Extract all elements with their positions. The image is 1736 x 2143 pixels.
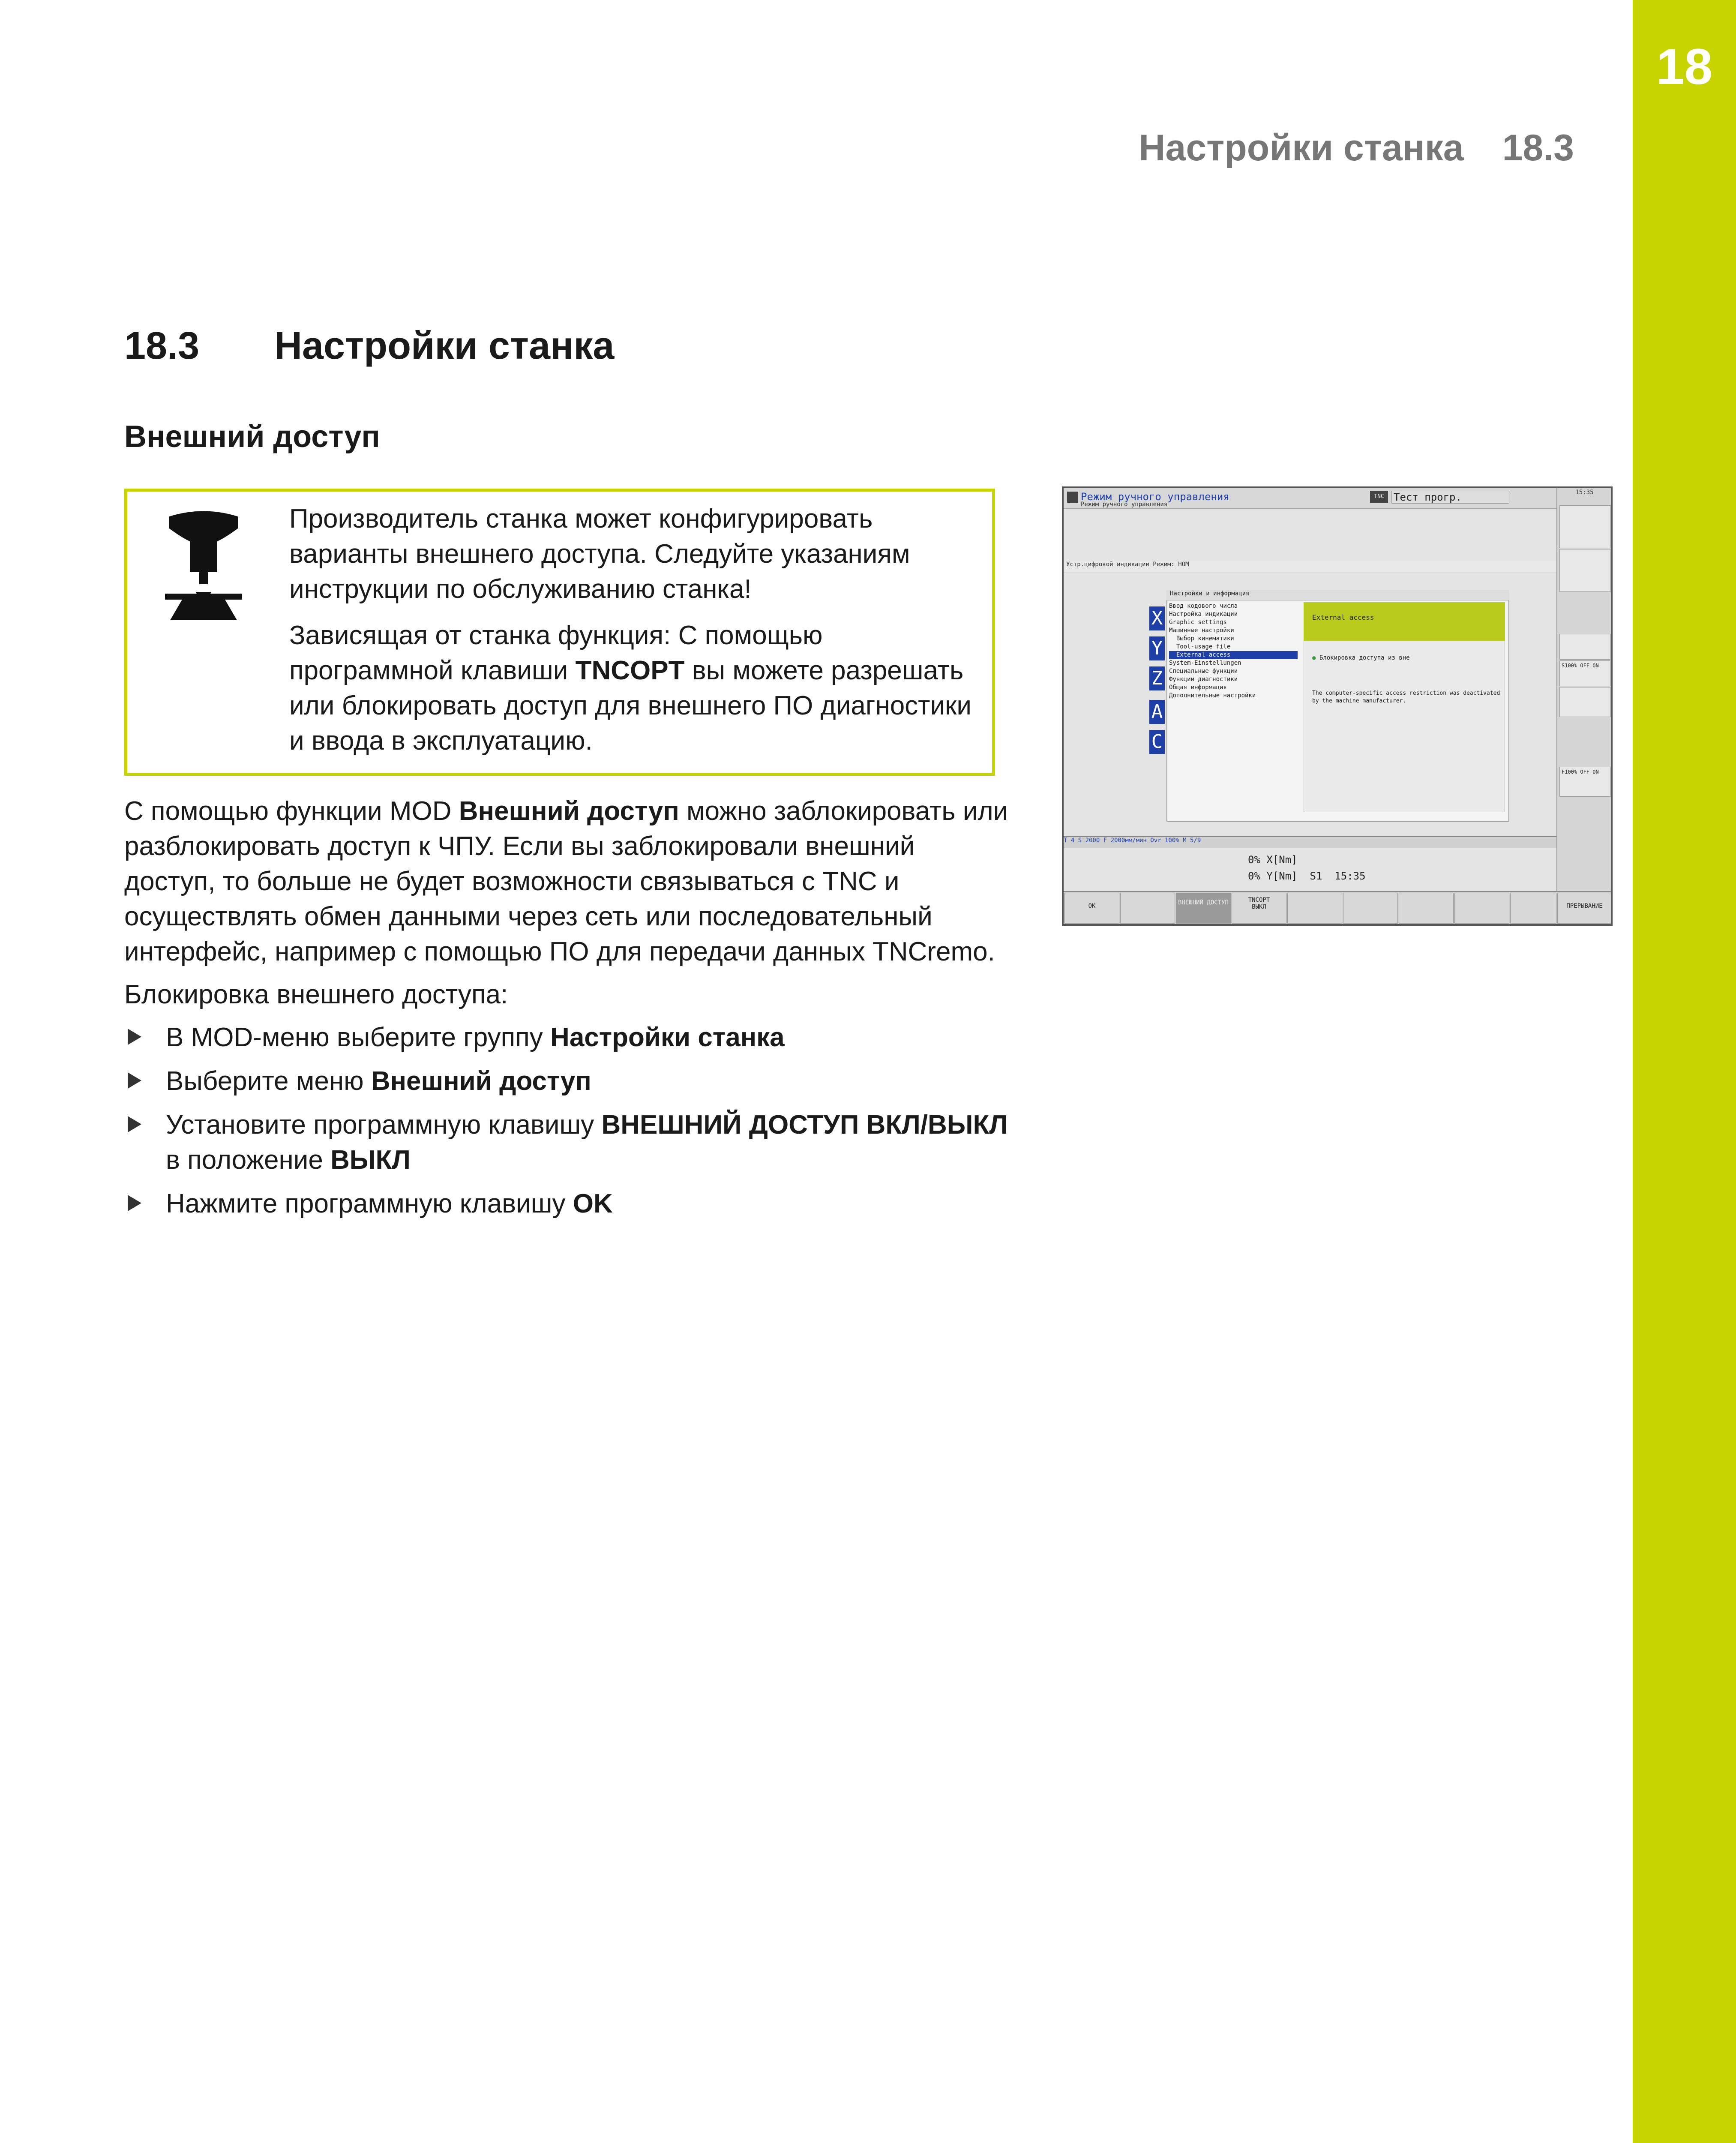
bullet-triangle-icon bbox=[128, 1116, 141, 1132]
step-bold: OK bbox=[573, 1189, 613, 1219]
body-p1-bold: Внешний доступ bbox=[459, 796, 679, 826]
settings-tree-item[interactable]: External access bbox=[1169, 651, 1298, 659]
settings-tree-item[interactable]: Graphic settings bbox=[1169, 619, 1227, 626]
softkey-empty[interactable] bbox=[1510, 893, 1556, 924]
settings-tree-item[interactable]: Функции диагностики bbox=[1169, 676, 1238, 683]
body-p1-suffix: можно заблокировать или разблокировать доступ к ЧПУ. Если вы заблокировали внешний доступ, то больше не будет возможности связываться с TNC и осуществлять обмен данными через сеть или последовательный интерфейс, например с помощью ПО для передачи данных TNCremo. bbox=[124, 796, 1008, 966]
softkey-cancel[interactable]: ПРЕРЫВАНИЕ bbox=[1557, 893, 1612, 924]
step-item bbox=[124, 1064, 1011, 1099]
settings-tree-item[interactable]: Выбор кинематики bbox=[1169, 635, 1234, 642]
softkey-empty[interactable] bbox=[1399, 893, 1454, 924]
softkey-empty[interactable] bbox=[1120, 893, 1175, 924]
settings-tree-item[interactable]: Ввод кодового числа bbox=[1169, 603, 1238, 609]
axis-label: Y bbox=[1149, 636, 1165, 660]
test-mode-label: Тест прогр. bbox=[1391, 491, 1509, 504]
tncopt-label: TNCOPT bbox=[1248, 897, 1270, 903]
softkey-external-access[interactable]: ВНЕШНИЙ ДОСТУП bbox=[1176, 893, 1231, 924]
radio-dot-icon: ● bbox=[1312, 654, 1316, 661]
tncopt-off-label: ВЫКЛ bbox=[1252, 903, 1266, 910]
step-item bbox=[124, 1108, 1011, 1178]
step-bold-2: ВЫКЛ bbox=[330, 1145, 411, 1175]
axis-label: C bbox=[1149, 730, 1165, 754]
chapter-number: 18 bbox=[1656, 39, 1713, 95]
note-p2-bold: TNCOPT bbox=[575, 656, 685, 685]
feed-on-label: ON bbox=[1592, 769, 1599, 775]
settings-tree-item[interactable]: System-Einstellungen bbox=[1169, 660, 1241, 666]
softkey-ok[interactable]: OK bbox=[1064, 893, 1119, 924]
subsection-heading: Внешний доступ bbox=[124, 420, 380, 454]
settings-window-title: Настройки и информация bbox=[1166, 590, 1509, 600]
detail-title: External access bbox=[1312, 613, 1374, 621]
body-paragraph-2: Блокировка внешнего доступа: bbox=[124, 980, 508, 1009]
settings-tree-item[interactable]: Дополнительные настройки bbox=[1169, 692, 1256, 699]
step-text: Установите программную клавишу bbox=[166, 1110, 602, 1140]
softkey-empty[interactable] bbox=[1343, 893, 1398, 924]
feed-override-label: F100% bbox=[1562, 769, 1577, 775]
body-p1-prefix: С помощью функции MOD bbox=[124, 796, 459, 826]
detail-header bbox=[1304, 602, 1505, 641]
side-softkey-spindle-plus[interactable] bbox=[1559, 634, 1611, 660]
mode-icon bbox=[1067, 492, 1078, 503]
settings-tree-item[interactable]: Общая информация bbox=[1169, 684, 1227, 691]
note-text bbox=[289, 501, 983, 770]
softkey-empty[interactable] bbox=[1454, 893, 1509, 924]
axis-label: Z bbox=[1149, 666, 1165, 690]
note-paragraph-2 bbox=[289, 618, 983, 759]
settings-tree bbox=[1169, 602, 1298, 700]
running-header bbox=[1139, 127, 1574, 169]
axis-label: A bbox=[1149, 700, 1165, 724]
step-text: В MOD-меню выберите группу bbox=[166, 1023, 551, 1052]
detail-note: The computer-specific access restriction was deactivated by the machine manufacturer. bbox=[1312, 690, 1500, 704]
side-softkey-s[interactable] bbox=[1559, 549, 1611, 592]
detail-option[interactable] bbox=[1312, 654, 1410, 661]
spindle-off-label: OFF bbox=[1580, 663, 1590, 669]
steps-list bbox=[124, 1020, 1011, 1222]
step-bold: ВНЕШНИЙ ДОСТУП ВКЛ/ВЫКЛ bbox=[601, 1110, 1008, 1140]
dro-y: 0% Y[Nm] S1 15:35 bbox=[1248, 870, 1366, 882]
note-p2-suffix: вы можете разрешать или блокировать доступ для внешнего ПО диагностики и ввода в эксплуатацию. bbox=[289, 656, 971, 756]
status-bar: T 4 S 2000 F 2000мм/мин Ovr 100% M 5/9 bbox=[1064, 836, 1556, 848]
body-paragraph-1 bbox=[124, 794, 1011, 969]
spindle-on-label: ON bbox=[1592, 663, 1599, 669]
body-text bbox=[124, 794, 1011, 1230]
side-softkey-m[interactable] bbox=[1559, 505, 1611, 548]
running-header-number: 18.3 bbox=[1502, 127, 1574, 168]
bullet-triangle-icon bbox=[128, 1195, 141, 1211]
position-display bbox=[1248, 852, 1366, 884]
section-number: 18.3 bbox=[124, 324, 200, 367]
screen-mode-sub: Режим ручного управления bbox=[1081, 501, 1168, 508]
chapter-tab bbox=[1633, 0, 1736, 2143]
side-spindle-override[interactable] bbox=[1559, 660, 1611, 686]
settings-tree-item[interactable]: Специальные функции bbox=[1169, 668, 1238, 675]
screen-mode: Режим ручного управления bbox=[1081, 491, 1229, 503]
note-p2-prefix: Зависящая от станка функция: С помощью программной клавиши bbox=[289, 621, 823, 685]
settings-tree-item[interactable]: Машинные настройки bbox=[1169, 627, 1234, 634]
step-bold: Внешний доступ bbox=[371, 1066, 591, 1096]
step-text: Выберите меню bbox=[166, 1066, 371, 1096]
bullet-triangle-icon bbox=[128, 1072, 141, 1089]
section-title: Настройки станка bbox=[274, 324, 615, 367]
section-heading bbox=[124, 324, 614, 368]
detail-body bbox=[1304, 641, 1505, 812]
note-paragraph-1: Производитель станка может конфигурировать варианты внешнего доступа. Следуйте указаниям инструкции по обслуживанию станка! bbox=[289, 504, 910, 604]
running-header-title: Настройки станка bbox=[1139, 127, 1464, 168]
tnc-screenshot bbox=[1062, 486, 1613, 926]
detail-option-label: Блокировка доступа из вне bbox=[1319, 654, 1410, 661]
step-item bbox=[124, 1020, 1011, 1055]
dro-mode-label: Устр.цифровой индикации Режим: НОМ bbox=[1064, 561, 1556, 573]
step-text-mid: в положение bbox=[166, 1145, 331, 1175]
softkey-empty[interactable] bbox=[1287, 893, 1342, 924]
bullet-triangle-icon bbox=[128, 1029, 141, 1045]
step-bold: Настройки станка bbox=[550, 1023, 785, 1052]
dro-x: 0% X[Nm] bbox=[1248, 854, 1298, 866]
spindle-override-label: S100% bbox=[1562, 663, 1577, 669]
step-item bbox=[124, 1186, 1011, 1222]
screen-clock: 15:35 bbox=[1575, 489, 1594, 496]
step-text: Нажмите программную клавишу bbox=[166, 1189, 573, 1219]
tnc-badge: TNC bbox=[1370, 491, 1388, 503]
settings-tree-item[interactable]: Tool-usage file bbox=[1169, 643, 1231, 650]
settings-tree-item[interactable]: Настройка индикации bbox=[1169, 611, 1238, 618]
side-softkey-spindle-minus[interactable] bbox=[1559, 687, 1611, 717]
machine-function-icon bbox=[165, 508, 242, 624]
softkey-tncopt[interactable] bbox=[1232, 893, 1286, 924]
axis-label: X bbox=[1149, 606, 1165, 630]
side-feed-override[interactable] bbox=[1559, 767, 1611, 797]
feed-off-label: OFF bbox=[1580, 769, 1590, 775]
